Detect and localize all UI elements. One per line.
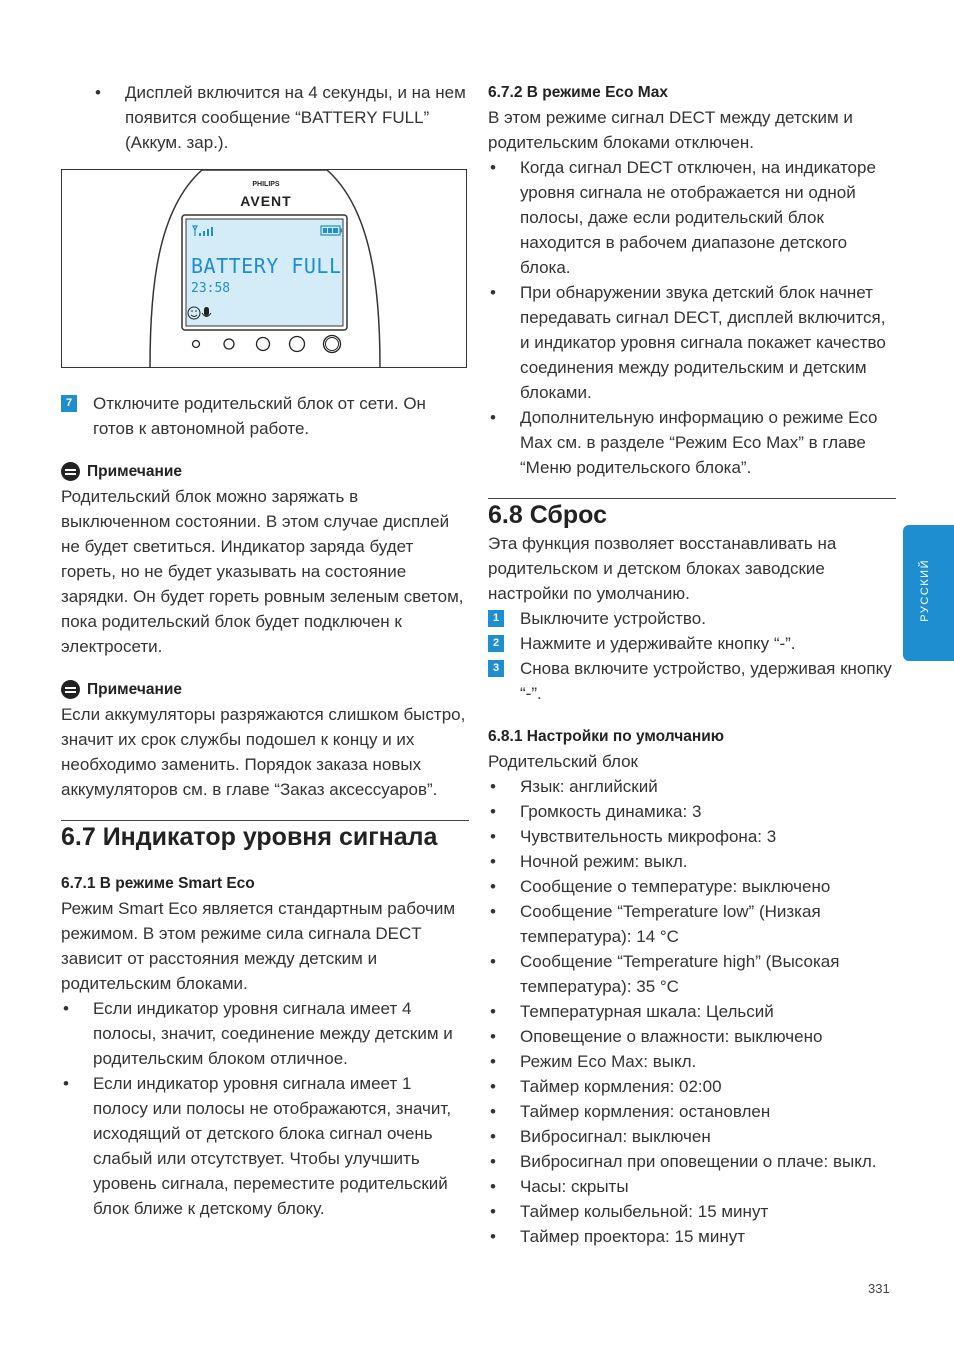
note-icon [61, 462, 80, 481]
note-heading-2 [61, 677, 469, 702]
reset-step-1 [488, 606, 896, 631]
subsection-heading-6-7-1: 6.7.1 В режиме Smart Eco [61, 875, 255, 892]
section-heading-6-8: 6.8 Сброс [488, 498, 896, 531]
step-text: Нажмите и удерживайте кнопку “-”. [520, 634, 796, 653]
step-text: Снова включите устройство, удерживая кнопку “-”. [520, 659, 892, 703]
list-item: • Таймер колыбельной: 15 минут [488, 1199, 896, 1224]
note-text-1: Родительский блок можно заряжать в выключенном состоянии. В этом случае дисплей не будет светиться. Индикатор заряда будет гореть, но не будет указывать на состояние зарядки. Он будет гореть ровным зеленым светом, пока родительский блок будет подключен к электросети. [61, 487, 464, 656]
right-column [488, 80, 896, 1249]
list-item: • Если индикатор уровня сигнала имеет 1 полосу или полосы не отображаются, значит, исходящий от детского блока сигнал очень слабый или отсутствует. Чтобы улучшить уровень сигнала, переместите родительский блок ближе к детскому блоку. [61, 1071, 469, 1221]
step-7 [61, 391, 469, 441]
reset-step-3 [488, 656, 896, 706]
list-item: • Вибросигнал: выключен [488, 1124, 896, 1149]
list-item: • Когда сигнал DECT отключен, на индикаторе уровня сигнала не отображается ни одной полосы, даже если родительский блок находится в рабочем диапазоне детского блока. [488, 155, 896, 280]
list-item: • Сообщение “Temperature high” (Высокая температура): 35 °C [488, 949, 896, 999]
note-heading-1 [61, 459, 469, 484]
list-item: • Таймер кормления: 02:00 [488, 1074, 896, 1099]
reset-step-2 [488, 631, 896, 656]
default-settings-list [488, 774, 896, 1249]
list-item: • Если индикатор уровня сигнала имеет 4 полосы, значит, соединение между детским и родительским блоком отличное. [61, 996, 469, 1071]
list-item: • Язык: английский [488, 774, 896, 799]
bullet-battery-full: • Дисплей включится на 4 секунды, и на нем появится сообщение “BATTERY FULL” (Аккум. зар.). [93, 80, 469, 155]
note-icon [61, 680, 80, 699]
brand-logo: AVENT [240, 193, 292, 209]
note-title: Примечание [87, 681, 182, 698]
step-text: Выключите устройство. [520, 609, 706, 628]
list-item: • Дополнительную информацию о режиме Eco Max см. в разделе “Режим Eco Max” в главе “Меню родительского блока”. [488, 405, 896, 480]
note-text-2: Если аккумуляторы разряжаются слишком быстро, значит их срок службы подошел к концу и их необходимо заменить. Порядок заказа новых аккумуляторов см. в главе “Заказ аксессуаров”. [61, 705, 466, 799]
left-column [61, 80, 469, 1221]
display-time: 23:58 [191, 281, 231, 296]
parent-unit-illustration [61, 169, 467, 368]
step-number: 2 [488, 635, 504, 652]
subsection-heading-6-7-2: 6.7.2 В режиме Eco Max [488, 84, 668, 101]
list-item: • Режим Eco Max: выкл. [488, 1049, 896, 1074]
page-number: 331 [868, 1281, 890, 1296]
list-item: • Температурная шкала: Цельсий [488, 999, 896, 1024]
list-item: • Чувствительность микрофона: 3 [488, 824, 896, 849]
list-item: • Часы: скрыты [488, 1174, 896, 1199]
list-item: • Таймер кормления: остановлен [488, 1099, 896, 1124]
note-title: Примечание [87, 463, 182, 480]
list-item: • Ночной режим: выкл. [488, 849, 896, 874]
language-side-tab [903, 525, 954, 661]
paragraph-6-7-2: В этом режиме сигнал DECT между детским и родительским блоками отключен. [488, 108, 853, 152]
step-text: Отключите родительский блок от сети. Он готов к автономной работе. [93, 394, 426, 438]
subsection-heading-6-8-1: 6.8.1 Настройки по умолчанию [488, 728, 724, 745]
list-item: • Сообщение “Temperature low” (Низкая температура): 14 °C [488, 899, 896, 949]
list-item: • Громкость динамика: 3 [488, 799, 896, 824]
parent-unit-drawing [62, 170, 466, 367]
step-number: 1 [488, 610, 504, 627]
step-number: 3 [488, 660, 504, 677]
brand-top: PHILIPS [252, 181, 280, 188]
list-item: • Вибросигнал при оповещении о плаче: выкл. [488, 1149, 896, 1174]
list-item: • Таймер проектора: 15 минут [488, 1224, 896, 1249]
paragraph-6-7-1: Режим Smart Eco является стандартным рабочим режимом. В этом режиме сила сигнала DECT зависит от расстояния между детским и родительским блоками. [61, 899, 456, 993]
paragraph-6-8-1: Родительский блок [488, 752, 638, 771]
list-item: • Сообщение о температуре: выключено [488, 874, 896, 899]
list-item: • Оповещение о влажности: выключено [488, 1024, 896, 1049]
language-label: РУССКИЙ [919, 559, 931, 622]
display-message: BATTERY FULL [191, 254, 341, 278]
paragraph-6-8: Эта функция позволяет восстанавливать на родительском и детском блоках заводские настройки по умолчанию. [488, 534, 837, 603]
list-item: • При обнаружении звука детский блок начнет передавать сигнал DECT, дисплей включится, и индикатор уровня сигнала покажет качество соединения между родительским и детским блоками. [488, 280, 896, 405]
section-heading-6-7: 6.7 Индикатор уровня сигнала [61, 820, 469, 853]
step-number: 7 [61, 395, 77, 412]
